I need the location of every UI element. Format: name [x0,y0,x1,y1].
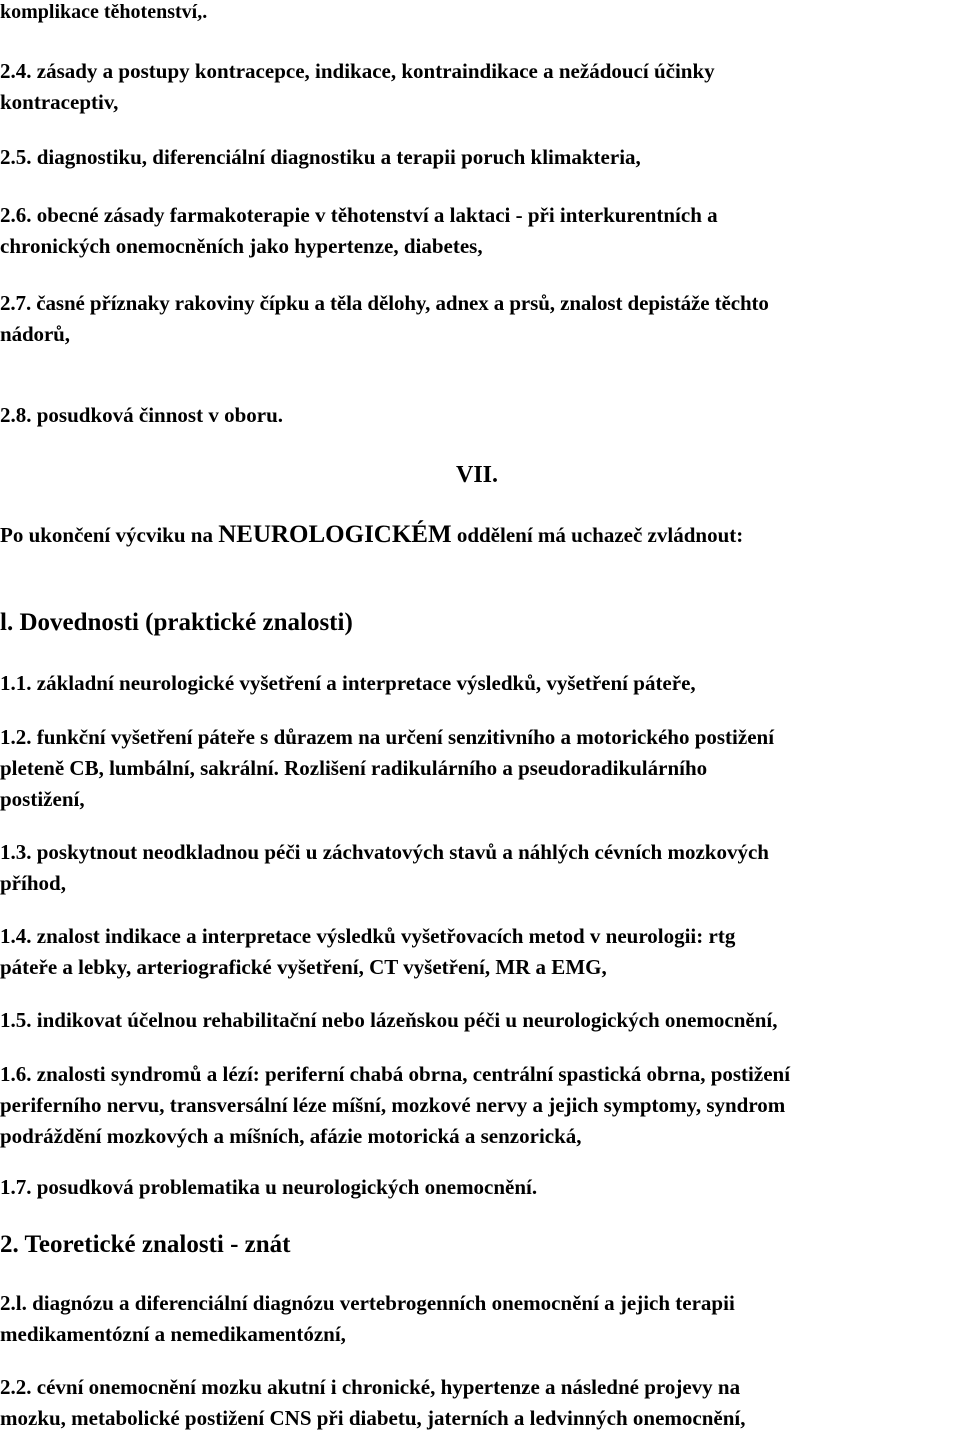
list-item-2-7 [0,288,958,350]
department-name: NEUROLOGICKÉM [218,521,452,548]
text-line: chronických onemocněních jako hypertenze, diabetes, [0,234,483,258]
section-heading-skills: l. Dovednosti (praktické znalosti) [0,609,353,636]
text-line: příhod, [0,871,66,895]
section-heading-theory: 2. Teoretické znalosti - znát [0,1231,291,1258]
text-line: medikamentózní a nemedikamentózní, [0,1322,346,1346]
text-line: 2.4. zásady a postupy kontracepce, indikace, kontraindikace a nežádoucí účinky [0,59,715,83]
text-line: 2.6. obecné zásady farmakoterapie v těhotenství a laktaci - při interkurentních a [0,203,718,227]
list-item-1-2 [0,722,958,815]
list-item-2-1 [0,1288,958,1350]
chapter-intro [0,519,743,551]
list-item-1-6 [0,1059,958,1152]
text-line: podráždění mozkových a míšních, afázie motorická a senzorická, [0,1124,582,1148]
text-line: nádorů, [0,322,70,346]
text-line: postižení, [0,787,85,811]
list-item-1-7: 1.7. posudková problematika u neurologických onemocnění. [0,1175,538,1199]
list-item-1-3 [0,837,958,899]
text-line: 1.4. znalost indikace a interpretace výsledků vyšetřovacích metod v neurologii: rtg [0,924,736,948]
chapter-number: VII. [456,462,499,488]
intro-before: Po ukončení výcviku na [0,523,219,547]
list-item-2-6 [0,200,958,262]
text-line: 1.6. znalosti syndromů a lézí: periferní chabá obrna, centrální spastická obrna, postižení [0,1062,791,1086]
text-line: 2.2. cévní onemocnění mozku akutní i chronické, hypertenze a následné projevy na [0,1375,741,1399]
text-line: 2.l. diagnózu a diferenciální diagnózu vertebrogenních onemocnění a jejich terapii [0,1291,735,1315]
text-line: kontraceptiv, [0,90,119,114]
intro-after: oddělení má uchazeč zvládnout: [451,523,744,547]
list-item-2-2 [0,1372,958,1434]
list-item-1-4 [0,921,958,983]
list-item-2-8: 2.8. posudková činnost v oboru. [0,403,283,427]
text-line: 1.2. funkční vyšetření páteře s důrazem na určení senzitivního a motorického postižení [0,725,775,749]
list-item-1-5: 1.5. indikovat účelnou rehabilitační nebo lázeňskou péči u neurologických onemocnění, [0,1008,778,1032]
text-line: komplikace těhotenství,. [0,1,208,23]
text-line: mozku, metabolické postižení CNS při diabetu, jaterních a ledvinných onemocnění, [0,1406,746,1430]
text-line: páteře a lebky, arteriografické vyšetření, CT vyšetření, MR a EMG, [0,955,607,979]
text-line: pleteně CB, lumbální, sakrální. Rozlišení radikulárního a pseudoradikulárního [0,756,708,780]
text-line: 2.7. časné příznaky rakoviny čípku a těla dělohy, adnex a prsů, znalost depistáže těchto [0,291,769,315]
text-line: 1.3. poskytnout neodkladnou péči u záchvatových stavů a náhlých cévních mozkových [0,840,769,864]
list-item-1-1: 1.1. základní neurologické vyšetření a interpretace výsledků, vyšetření páteře, [0,671,696,695]
list-item-2-5: 2.5. diagnostiku, diferenciální diagnostiku a terapii poruch klimakteria, [0,145,641,169]
text-line: periferního nervu, transversální léze míšní, mozkové nervy a jejich symptomy, syndrom [0,1093,786,1117]
list-item-2-4 [0,56,958,118]
